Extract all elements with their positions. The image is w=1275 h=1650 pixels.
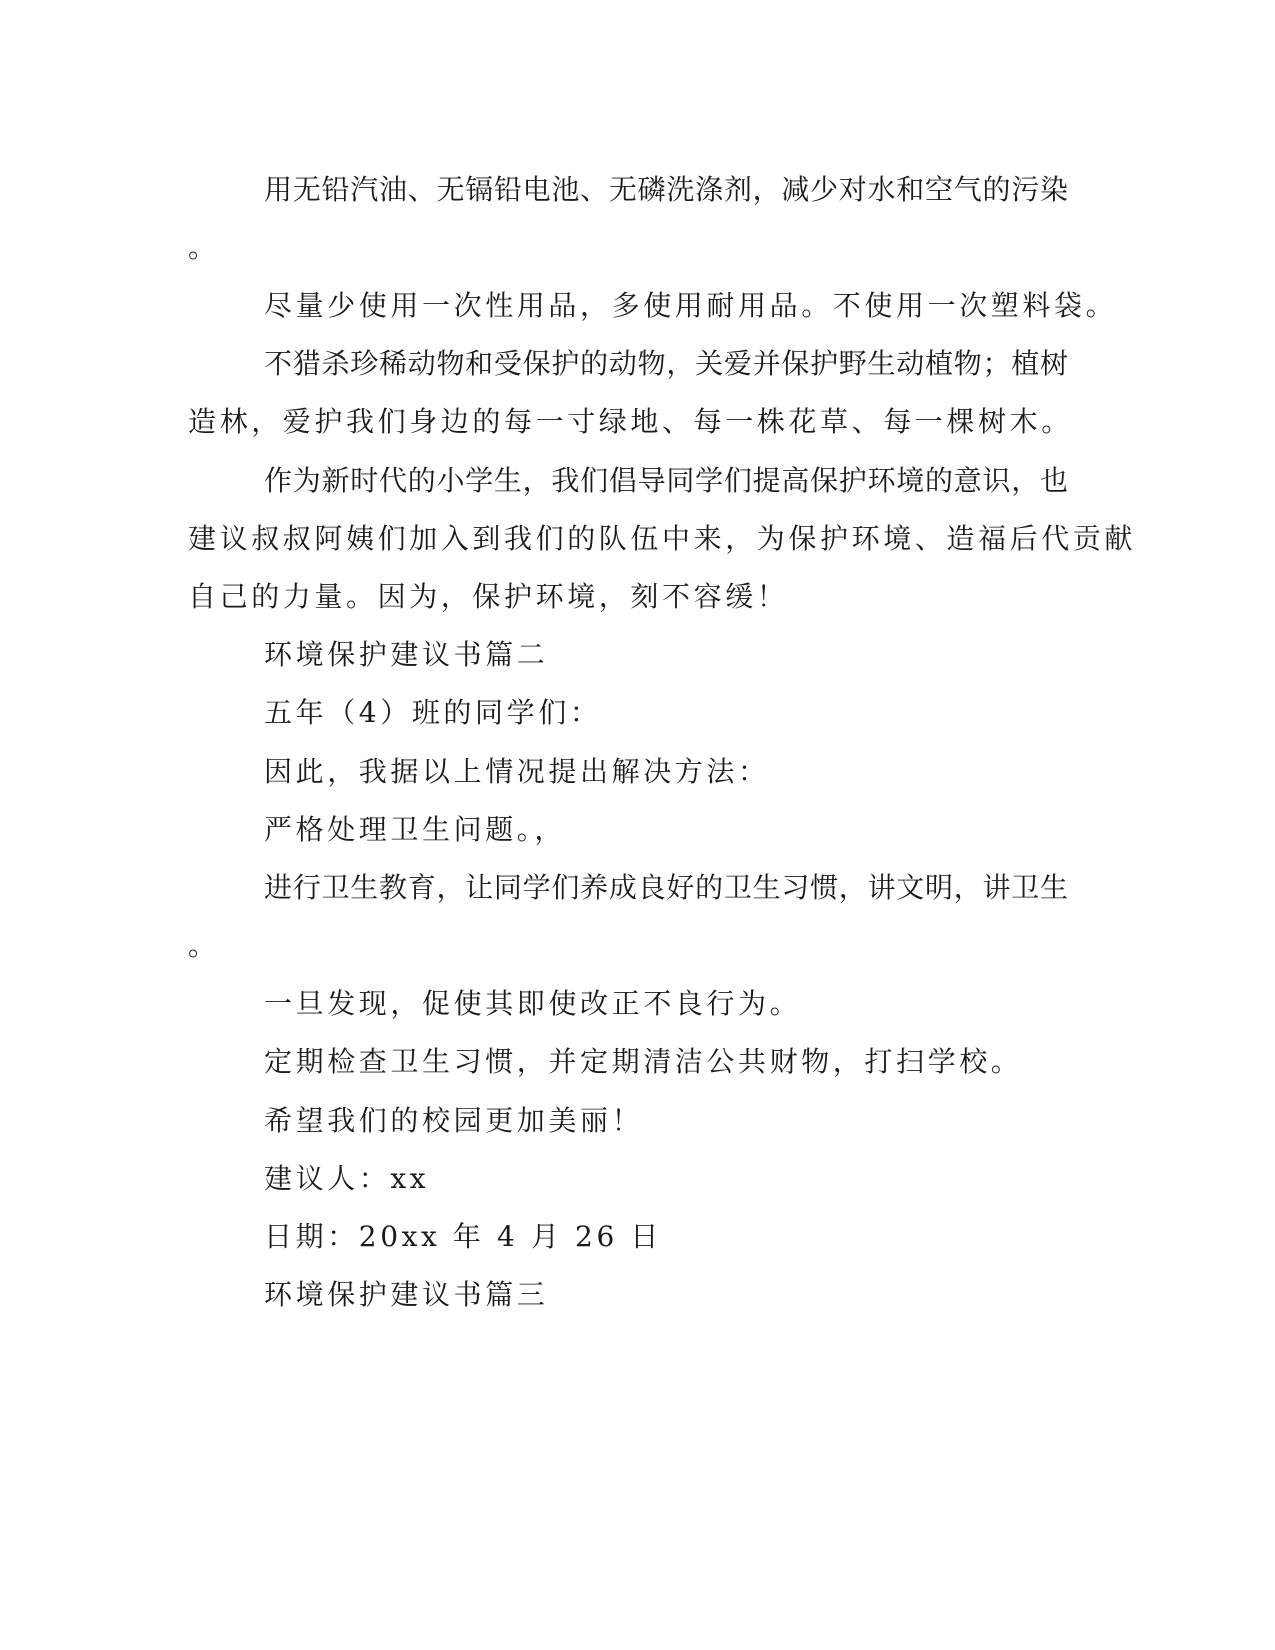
paragraph-line: 造林，爱护我们身边的每一寸绿地、每一株花草、每一棵树木。: [188, 405, 1073, 438]
paragraph-line: 尽量少使用一次性用品，多使用耐用品。不使用一次塑料袋。: [264, 289, 1118, 322]
section-heading: 环境保护建议书篇三: [264, 1278, 549, 1311]
paragraph-line: 用无铅汽油、无镉铅电池、无磷洗涤剂，减少对水和空气的污染: [264, 173, 1068, 206]
paragraph-line: 建议叔叔阿姨们加入到我们的队伍中来，为保护环境、造福后代贡献: [188, 522, 1137, 555]
salutation: 五年（4）班的同学们：: [264, 696, 602, 729]
signature-line: 建议人：xx: [264, 1162, 430, 1195]
paragraph-line: 定期检查卫生习惯，并定期清洁公共财物，打扫学校。: [264, 1045, 1023, 1078]
paragraph-line: 作为新时代的小学生，我们倡导同学们提高保护环境的意识，也: [264, 464, 1068, 497]
paragraph-line: 不猎杀珍稀动物和受保护的动物，关爱并保护野生动植物；植树: [264, 347, 1068, 380]
paragraph-line: 因此，我据以上情况提出解决方法：: [264, 755, 770, 788]
paragraph-line: 严格处理卫生问题。，: [264, 813, 567, 846]
paragraph-line: 希望我们的校园更加美丽！: [264, 1104, 644, 1137]
paragraph-line: 。: [188, 929, 220, 962]
date-line: 日期：20xx 年 4 月 26 日: [264, 1220, 662, 1253]
section-heading: 环境保护建议书篇二: [264, 638, 549, 671]
paragraph-line: 。: [188, 231, 220, 264]
paragraph-line: 一旦发现，促使其即使改正不良行为。: [264, 987, 802, 1020]
paragraph-line: 自己的力量。因为，保护环境，刻不容缓！: [188, 580, 789, 613]
paragraph-line: 进行卫生教育，让同学们养成良好的卫生习惯，讲文明，讲卫生: [264, 871, 1068, 904]
